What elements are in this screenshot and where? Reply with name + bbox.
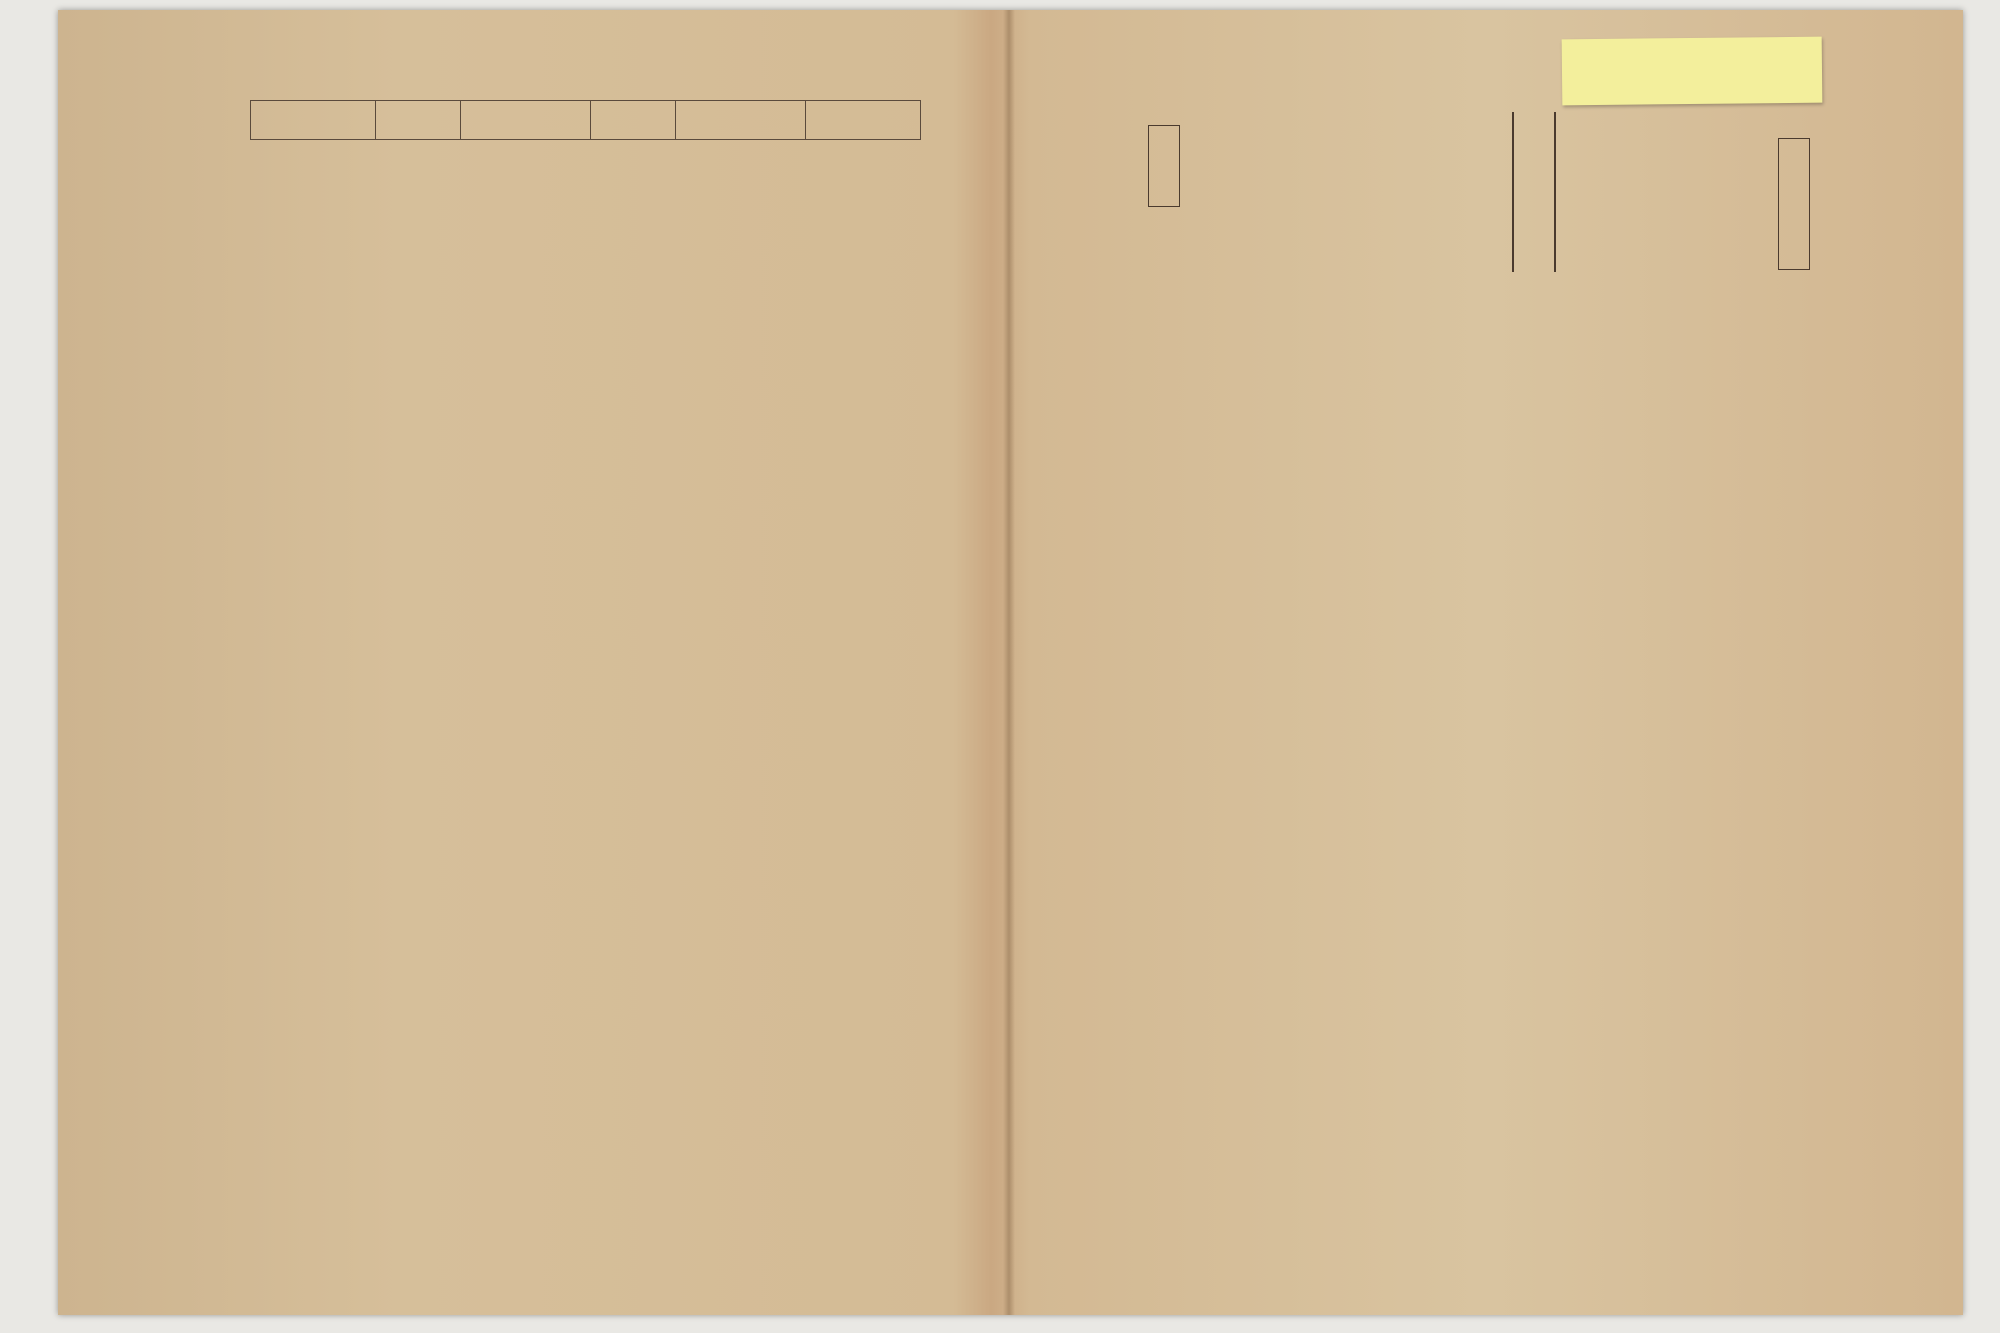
other-label: [1148, 125, 1180, 207]
column-header: [461, 101, 591, 140]
sticky-note: [1562, 37, 1823, 106]
column-header: [806, 101, 921, 140]
column-header: [676, 101, 806, 140]
column-header: [376, 101, 461, 140]
distribution-table: [250, 100, 921, 1168]
table-header-row: [251, 101, 921, 140]
october-heading: [1512, 112, 1556, 272]
center-fold: [1003, 10, 1015, 1315]
date-stamp: [1778, 138, 1810, 270]
column-header: [591, 101, 676, 140]
column-header: [251, 101, 376, 140]
